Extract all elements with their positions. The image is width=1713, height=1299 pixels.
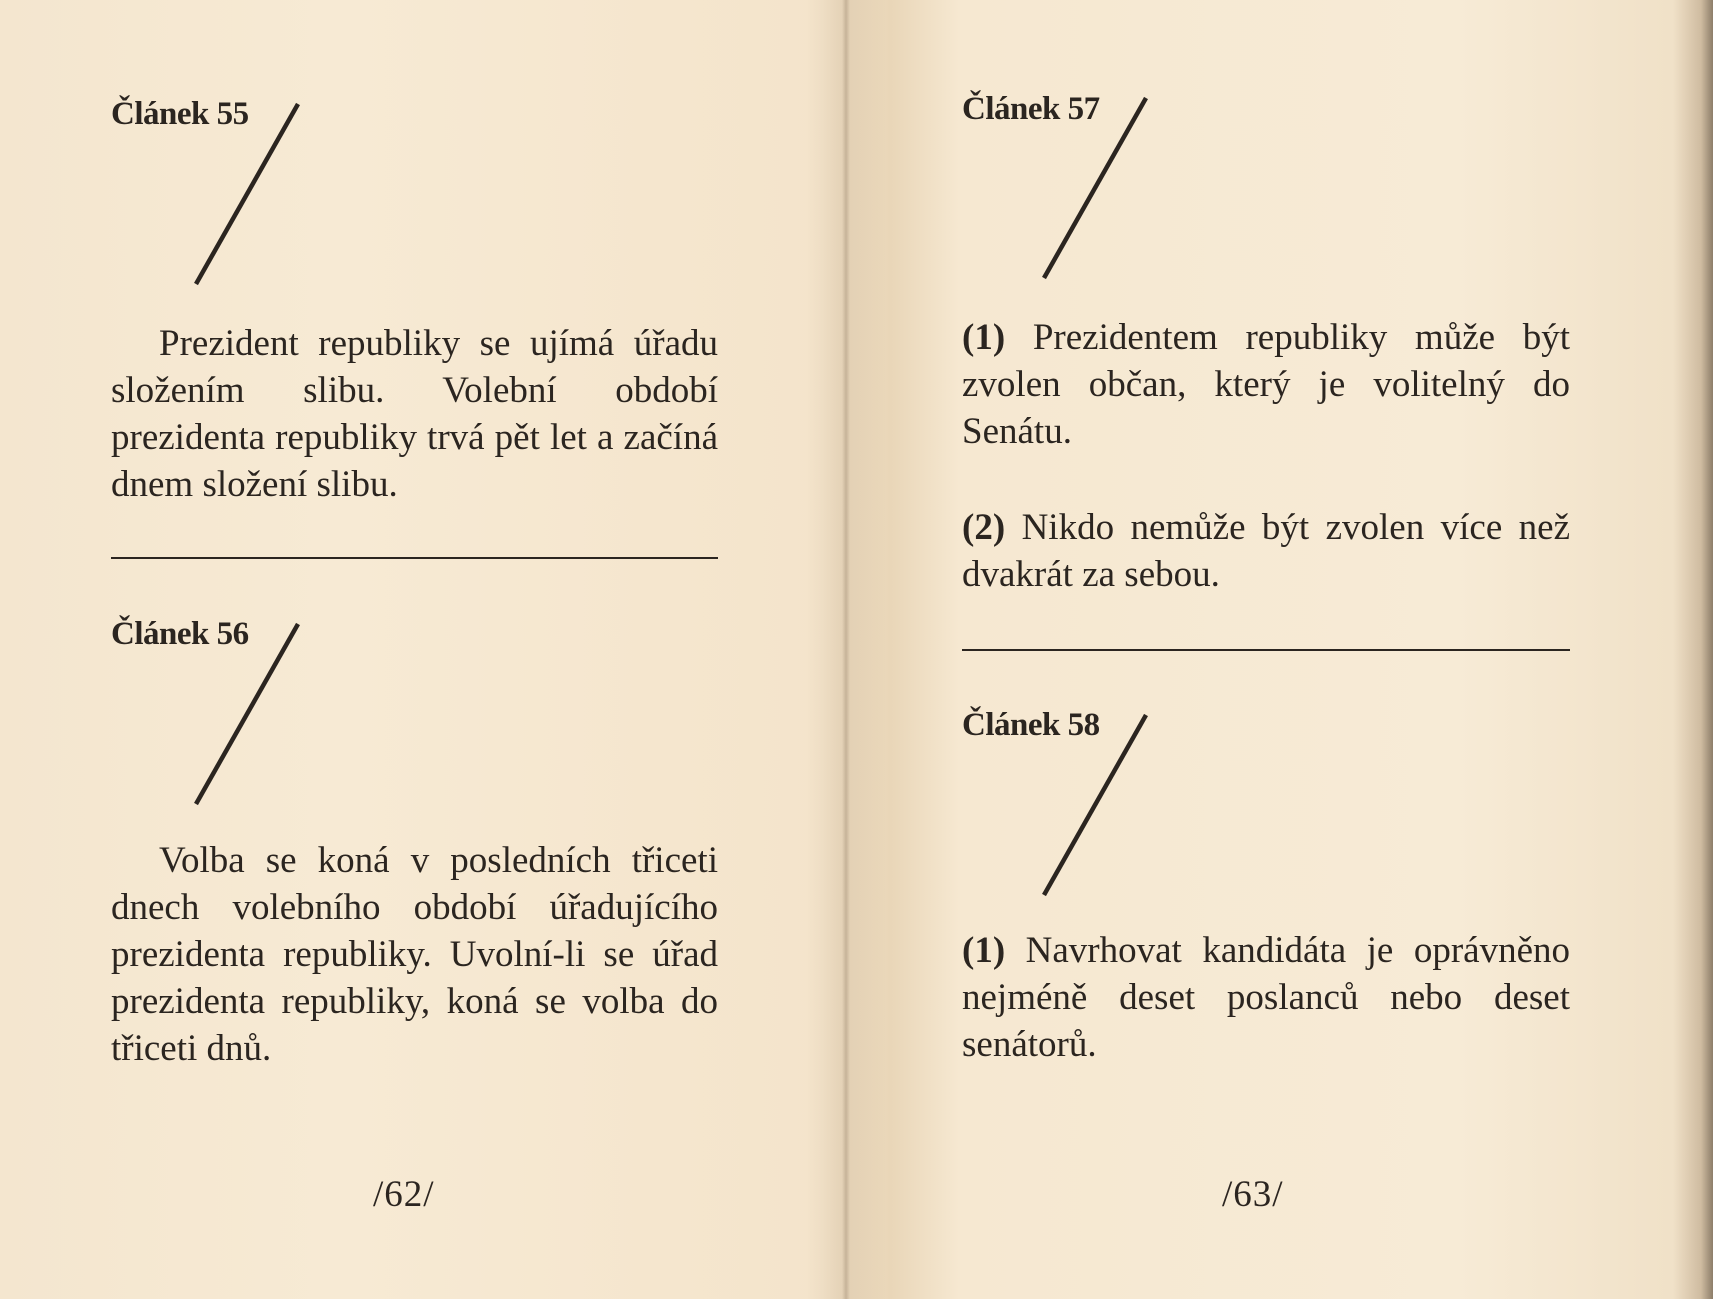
article-56-text: Volba se koná v posledních třiceti dnech volebního období úřadujícího prezidenta republiky. Uvolní-li se úřad prezidenta republiky, koná se volba do třiceti dnů.	[111, 840, 718, 1069]
article-57-paragraph-1: (1) Prezidentem republiky může být zvolen občan, který je volitelný do Senátu.	[962, 317, 1571, 452]
page-number: /63/	[1222, 1174, 1284, 1215]
article-57-heading: Článek 57	[962, 91, 1100, 127]
article-55-text: Prezident republiky se ujímá úřadu složením slibu. Volební období prezidenta republiky trvá pět let a začíná dnem složení slibu.	[111, 323, 718, 505]
section-divider	[962, 649, 1570, 651]
article-58-paragraph-1: (1) Navrhovat kandidáta je oprávněno nejméně deset poslanců nebo deset senátorů.	[962, 930, 1570, 1065]
article-58-heading: Článek 58	[962, 707, 1100, 743]
article-56-heading: Článek 56	[111, 616, 249, 652]
article-55-heading: Článek 55	[111, 96, 249, 132]
article-57-paragraph-2: (2) Nikdo nemůže být zvolen více než dvakrát za sebou.	[962, 507, 1571, 595]
right-page	[845, 0, 1713, 1299]
section-divider	[111, 557, 718, 559]
slash-ornament-icon	[190, 620, 310, 810]
slash-ornament-icon	[1038, 711, 1158, 901]
left-page	[0, 0, 845, 1299]
slash-ornament-icon	[1038, 94, 1158, 284]
slash-ornament-icon	[190, 100, 310, 290]
page-number: /62/	[373, 1174, 435, 1215]
